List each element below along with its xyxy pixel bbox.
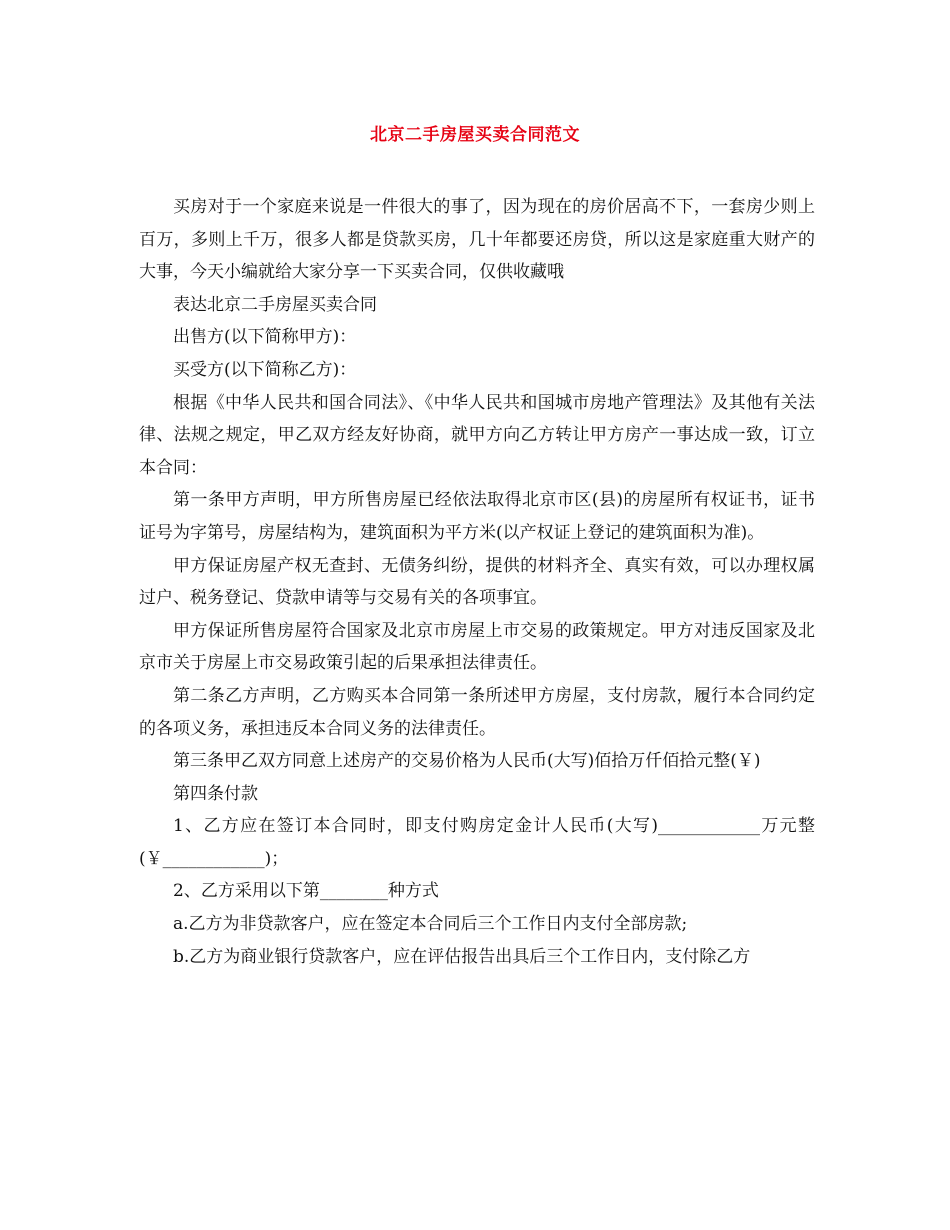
paragraph-intro: 买房对于一个家庭来说是一件很大的事了，因为现在的房价居高不下，一套房少则上百万，多则上千万，很多人都是贷款买房，几十年都要还房贷，所以这是家庭重大财产的大事，今天小编就给大家分享一下买卖合同，仅供收藏哦 bbox=[139, 197, 815, 283]
paragraph-contract-heading: 表达北京二手房屋买卖合同 bbox=[173, 294, 377, 315]
paragraph-article-1: 第一条甲方声明，甲方所售房屋已经依法取得北京市区(县)的房屋所有权证书，证书证号为字第号，房屋结构为，建筑面积为平方米(以产权证上登记的建筑面积为准)。 bbox=[139, 490, 815, 543]
paragraph-seller-guarantee-2: 甲方保证所售房屋符合国家及北京市房屋上市交易的政策规定。甲方对违反国家及北京市关于房屋上市交易政策引起的后果承担法律责任。 bbox=[139, 620, 815, 674]
paragraph-payment-2: 2、乙方采用以下第________种方式 bbox=[173, 881, 439, 902]
paragraph-seller-guarantee-1: 甲方保证房屋产权无查封、无债务纠纷，提供的材料齐全、真实有效，可以办理权属过户、税务登记、贷款申请等与交易有关的各项事宜。 bbox=[139, 555, 815, 609]
paragraph-option-b: b.乙方为商业银行贷款客户，应在评估报告出具后三个工作日内，支付除乙方 bbox=[173, 946, 751, 967]
paragraph-article-3: 第三条甲乙双方同意上述房产的交易价格为人民币(大写)佰拾万仟佰拾元整(￥) bbox=[173, 751, 761, 772]
paragraph-article-4: 第四条付款 bbox=[173, 783, 258, 804]
paragraph-seller: 出售方(以下简称甲方)： bbox=[173, 327, 357, 348]
paragraph-article-2: 第二条乙方声明，乙方购买本合同第一条所述甲方房屋，支付房款，履行本合同约定的各项义务，承担违反本合同义务的法律责任。 bbox=[139, 685, 815, 739]
paragraph-payment-1: 1、乙方应在签订本合同时，即支付购房定金计人民币(大写)____________万元整(￥____________)； bbox=[139, 816, 815, 869]
document-title: 北京二手房屋买卖合同范文 bbox=[370, 125, 580, 145]
paragraph-buyer: 买受方(以下简称乙方)： bbox=[173, 359, 357, 380]
paragraph-legal-basis: 根据《中华人民共和国合同法》、《中华人民共和国城市房地产管理法》及其他有关法律、法规之规定，甲乙双方经友好协商，就甲方向乙方转让甲方房产一事达成一致，订立本合同： bbox=[139, 392, 815, 478]
paragraph-option-a: a.乙方为非贷款客户，应在签定本合同后三个工作日内支付全部房款; bbox=[173, 914, 688, 935]
document-body bbox=[139, 191, 815, 973]
